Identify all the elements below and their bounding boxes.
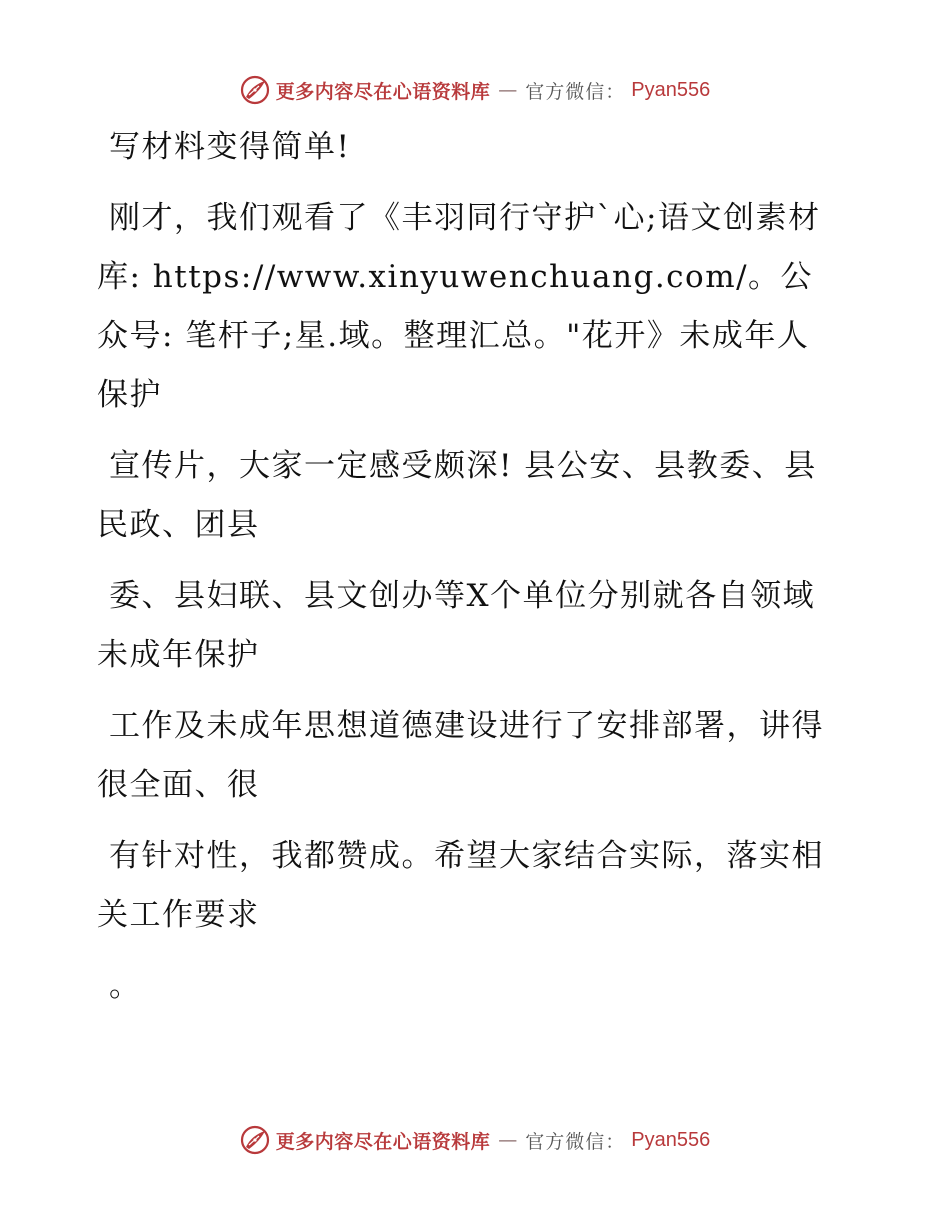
paragraph: 委、县妇联、县文创办等X个单位分别就各自领域未成年保护 bbox=[97, 578, 816, 673]
paragraph: 刚才，我们观看了《丰羽同行守护`心;语文创素材库: https://www.xinyuwenchuang.com/。公众号: 笔杆子;星.域。整理汇总。"花开》未成年人保护 bbox=[97, 200, 821, 413]
paragraph: 有针对性，我都赞成。希望大家结合实际，落实相关工作要求 bbox=[97, 838, 824, 933]
paragraph: 。 bbox=[109, 968, 142, 1004]
footer-banner bbox=[0, 1120, 950, 1160]
paragraph: 写材料变得简单! bbox=[109, 129, 351, 165]
header-separator: — bbox=[498, 79, 518, 101]
footer-separator: — bbox=[498, 1129, 518, 1151]
header-site-text: 更多内容尽在心语资料库 bbox=[275, 80, 491, 103]
pen-nib-logo-icon bbox=[240, 1125, 270, 1155]
document-body bbox=[97, 118, 837, 1028]
header-wechat-label: 官方微信： bbox=[525, 80, 626, 103]
footer-wechat-label: 官方微信： bbox=[525, 1130, 626, 1153]
footer-wechat-id: Pyan556 bbox=[631, 1128, 711, 1151]
paragraph: 工作及未成年思想道德建设进行了安排部署，讲得很全面、很 bbox=[97, 708, 824, 803]
pen-nib-logo-icon bbox=[240, 75, 270, 105]
footer-site-text: 更多内容尽在心语资料库 bbox=[275, 1130, 491, 1153]
header-wechat-id: Pyan556 bbox=[631, 78, 711, 101]
header-banner bbox=[0, 70, 950, 110]
paragraph: 宣传片，大家一定感受颇深! 县公安、县教委、县民政、团县 bbox=[97, 448, 817, 543]
